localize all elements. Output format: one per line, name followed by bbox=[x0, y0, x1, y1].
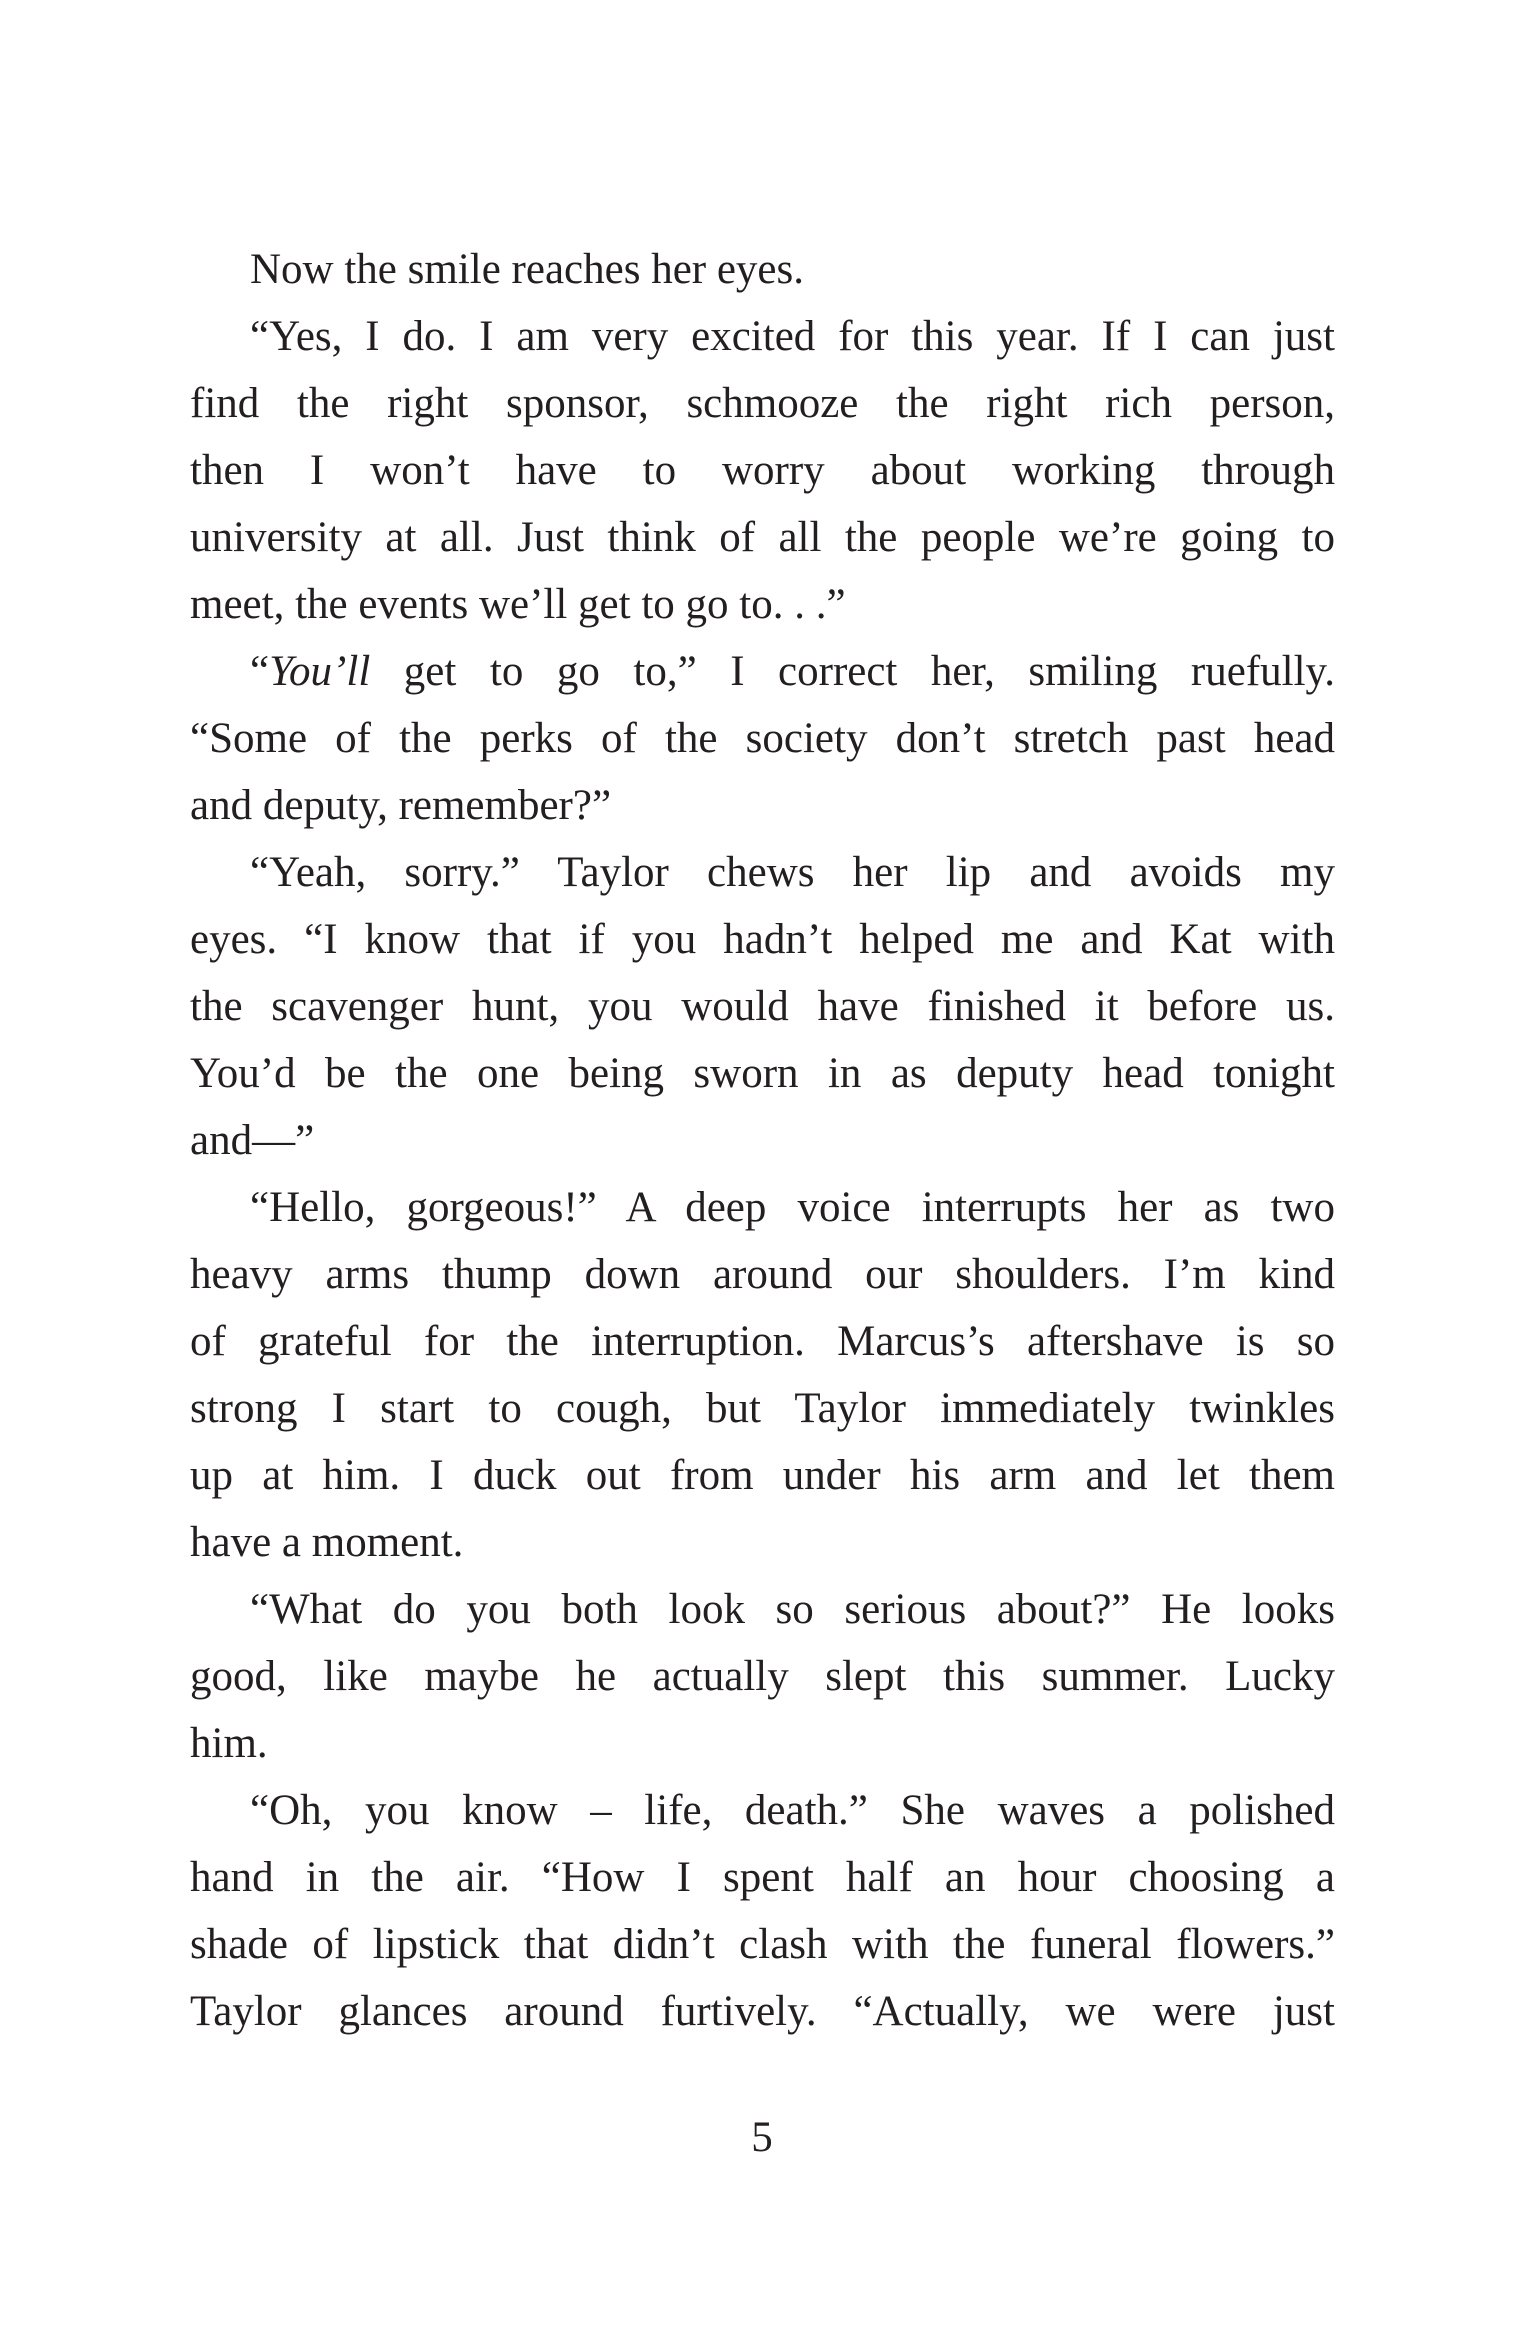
text-line bbox=[190, 638, 1335, 705]
text-line: shade of lipstick that didn’t clash with the funeral flowers.” bbox=[190, 1921, 1335, 1968]
line-remainder: get to go to,” I correct her, smiling ruefully. bbox=[370, 648, 1335, 695]
text-line: heavy arms thump down around our shoulders. I’m kind bbox=[190, 1251, 1335, 1298]
text-line: strong I start to cough, but Taylor immediately twinkles bbox=[190, 1385, 1335, 1432]
text-line: eyes. “I know that if you hadn’t helped me and Kat with bbox=[190, 916, 1335, 963]
body-text bbox=[190, 236, 1335, 2045]
text-line: of grateful for the interruption. Marcus’s aftershave is so bbox=[190, 1318, 1335, 1365]
text-line: meet, the events we’ll get to go to. . .” bbox=[190, 581, 846, 628]
text-line: “Hello, gorgeous!” A deep voice interrupts her as two bbox=[250, 1184, 1335, 1231]
text-line: then I won’t have to worry about working through bbox=[190, 447, 1335, 494]
text-line: “Yeah, sorry.” Taylor chews her lip and avoids my bbox=[250, 849, 1335, 896]
text-line: “Oh, you know – life, death.” She waves a polished bbox=[250, 1787, 1335, 1834]
text-line: good, like maybe he actually slept this summer. Lucky bbox=[190, 1653, 1335, 1700]
text-line: Now the smile reaches her eyes. bbox=[250, 246, 805, 293]
text-line: “Some of the perks of the society don’t stretch past head bbox=[190, 715, 1335, 762]
text-line: university at all. Just think of all the people we’re going to bbox=[190, 514, 1335, 561]
text-line: Taylor glances around furtively. “Actually, we were just bbox=[190, 1988, 1335, 2035]
open-quote: “ bbox=[250, 648, 270, 695]
text-line: “What do you both look so serious about?” He looks bbox=[250, 1586, 1335, 1633]
text-line: have a moment. bbox=[190, 1519, 464, 1566]
text-line: and deputy, remember?” bbox=[190, 782, 612, 829]
text-line: and—” bbox=[190, 1117, 315, 1164]
text-line: You’d be the one being sworn in as deputy head tonight bbox=[190, 1050, 1335, 1097]
page-number: 5 bbox=[751, 2114, 773, 2161]
text-line: find the right sponsor, schmooze the right rich person, bbox=[190, 380, 1335, 427]
text-line: “Yes, I do. I am very excited for this year. If I can just bbox=[250, 313, 1335, 360]
text-line: the scavenger hunt, you would have finished it before us. bbox=[190, 983, 1335, 1030]
text-line: up at him. I duck out from under his arm and let them bbox=[190, 1452, 1335, 1499]
text-line: him. bbox=[190, 1720, 268, 1767]
text-line: hand in the air. “How I spent half an hour choosing a bbox=[190, 1854, 1335, 1901]
italic-word: You’ll bbox=[269, 648, 371, 695]
